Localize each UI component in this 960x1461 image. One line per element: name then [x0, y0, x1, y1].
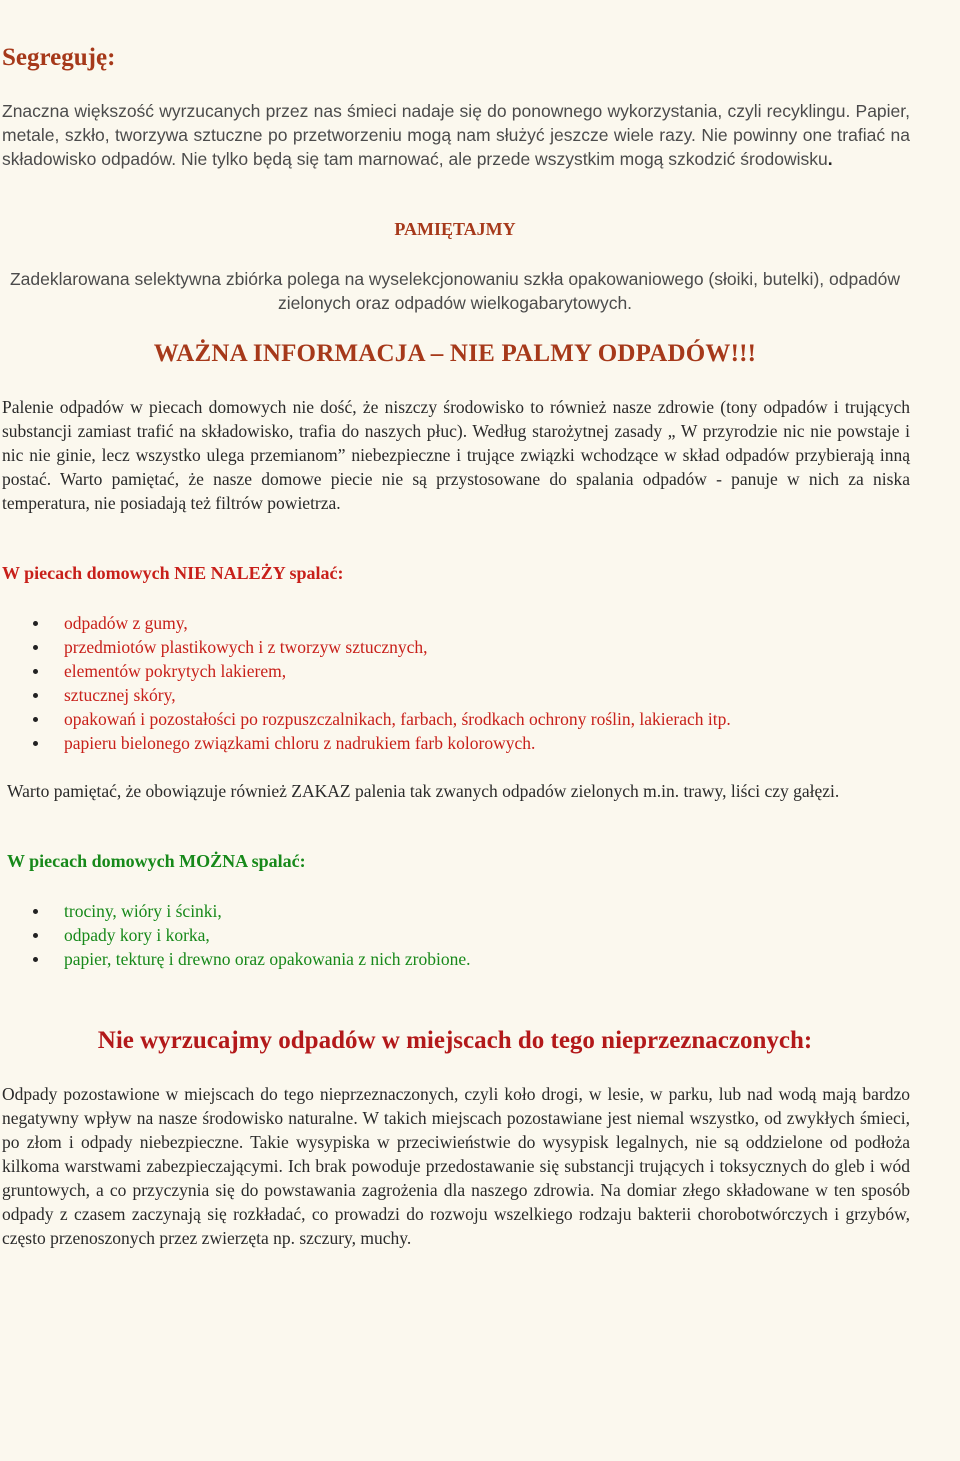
bullet-icon	[33, 621, 38, 626]
list-item	[0, 659, 731, 683]
list-item	[0, 899, 471, 923]
list-item-text: sztucznej skóry,	[64, 685, 176, 705]
heading-forbidden-burning: W piecach domowych NIE NALEŻY spalać:	[2, 563, 344, 583]
forbidden-list	[0, 611, 731, 755]
burning-paragraph: Palenie odpadów w piecach domowych nie dość, że niszczy środowisko to również nasze zdrowie (tony odpadów i trujących substancji zamiast trafić na składowisko, trafia do naszych płuc). Według starożytnej zasady „ W przyrodzie nic nie powstaje i nic nie ginie, lecz wszystko ulega przemianom” niebezpieczne i trujące związki wchodzące w skład odpadów przybierają inną postać. Warto pamiętać, że nasze domowe piecie nie są przystosowane do spalania odpadów - panuje w nich za niska temperatura, nie posiadają też filtrów powietrza.	[2, 397, 910, 513]
bullet-icon	[33, 693, 38, 698]
list-item-text: elementów pokrytych lakierem,	[64, 661, 287, 681]
green-waste-paragraph: Warto pamiętać, że obowiązuje również ZAKAZ palenia tak zwanych odpadów zielonych m.in. trawy, liści czy gałęzi.	[7, 781, 840, 801]
list-item	[0, 683, 731, 707]
heading-pamietajmy: PAMIĘTAJMY	[394, 219, 516, 239]
intro-text: Znaczna większość wyrzucanych przez nas śmieci nadaje się do ponownego wykorzystania, czyli recyklingu. Papier, metale, szkło, tworzywa sztuczne po przetworzeniu mogą nam służyć jeszcze wiele razy. Nie powinny one trafiać na składowisko odpadów. Nie tylko będą się tam marnować, ale przede wszystkim mogą szkodzić środowisku	[2, 101, 910, 169]
list-item	[0, 611, 731, 635]
bullet-icon	[33, 933, 38, 938]
bullet-icon	[33, 957, 38, 962]
intro-end: .	[827, 149, 833, 169]
heading-allowed-burning: W piecach domowych MOŻNA spalać:	[7, 851, 306, 871]
list-item-text: odpady kory i korka,	[64, 925, 210, 945]
illegal-dumping-paragraph: Odpady pozostawione w miejscach do tego nieprzeznaczonych, czyli koło drogi, w lesie, w parku, lub nad wodą mają bardzo negatywny wpływ na nasze środowisko naturalne. W takich miejscach pozostawiane jest niemal wszystko, od zwykłych śmieci, po złom i odpady niebezpieczne. Takie wysypiska w przeciwieństwie do wysypisk legalnych, nie są oddzielone od podłoża kilkoma warstwami zabezpieczającymi. Ich brak powoduje przedostawanie się substancji trujących i toksycznych do gleb i wód gruntowych, a co przyczynia się do powstawania zagrożenia dla naszego zdrowia. Na domiar złego składowane w ten sposób odpady z czasem zaczynają się rozkładać, co prowadzi do rozwoju wszelkiego rodzaju bakterii chorobotwórczych i grzybów, często przenoszonych przez zwierzęta np. szczury, muchy.	[2, 1084, 910, 1248]
bullet-icon	[33, 909, 38, 914]
list-item-text: odpadów z gumy,	[64, 613, 188, 633]
list-item-text: przedmiotów plastikowych i z tworzyw sztucznych,	[64, 637, 428, 657]
list-item-text: trociny, wióry i ścinki,	[64, 901, 222, 921]
bullet-icon	[33, 645, 38, 650]
list-item-text: opakowań i pozostałości po rozpuszczalnikach, farbach, środkach ochrony roślin, lakierach itp.	[64, 709, 731, 729]
heading-segreguje: Segreguję:	[2, 44, 116, 71]
list-item	[0, 923, 471, 947]
list-item	[0, 731, 731, 755]
bullet-icon	[33, 717, 38, 722]
heading-illegal-dumping: Nie wyrzucajmy odpadów w miejscach do tego nieprzeznaczonych:	[97, 1027, 813, 1054]
list-item	[0, 947, 471, 971]
heading-important-info: WAŻNA INFORMACJA – NIE PALMY ODPADÓW!!!	[153, 340, 757, 367]
allowed-list	[0, 899, 471, 971]
intro-paragraph	[2, 99, 910, 171]
bullet-icon	[33, 741, 38, 746]
list-item-text: papieru bielonego związkami chloru z nadrukiem farb kolorowych.	[64, 733, 536, 753]
bullet-icon	[33, 669, 38, 674]
list-item	[0, 635, 731, 659]
list-item	[0, 707, 731, 731]
selective-collection-paragraph: Zadeklarowana selektywna zbiórka polega na wyselekcjonowaniu szkła opakowaniowego (słoiki, butelki), odpadów zielonych oraz odpadów wielkogabarytowych.	[9, 269, 901, 313]
list-item-text: papier, tekturę i drewno oraz opakowania z nich zrobione.	[64, 949, 471, 969]
